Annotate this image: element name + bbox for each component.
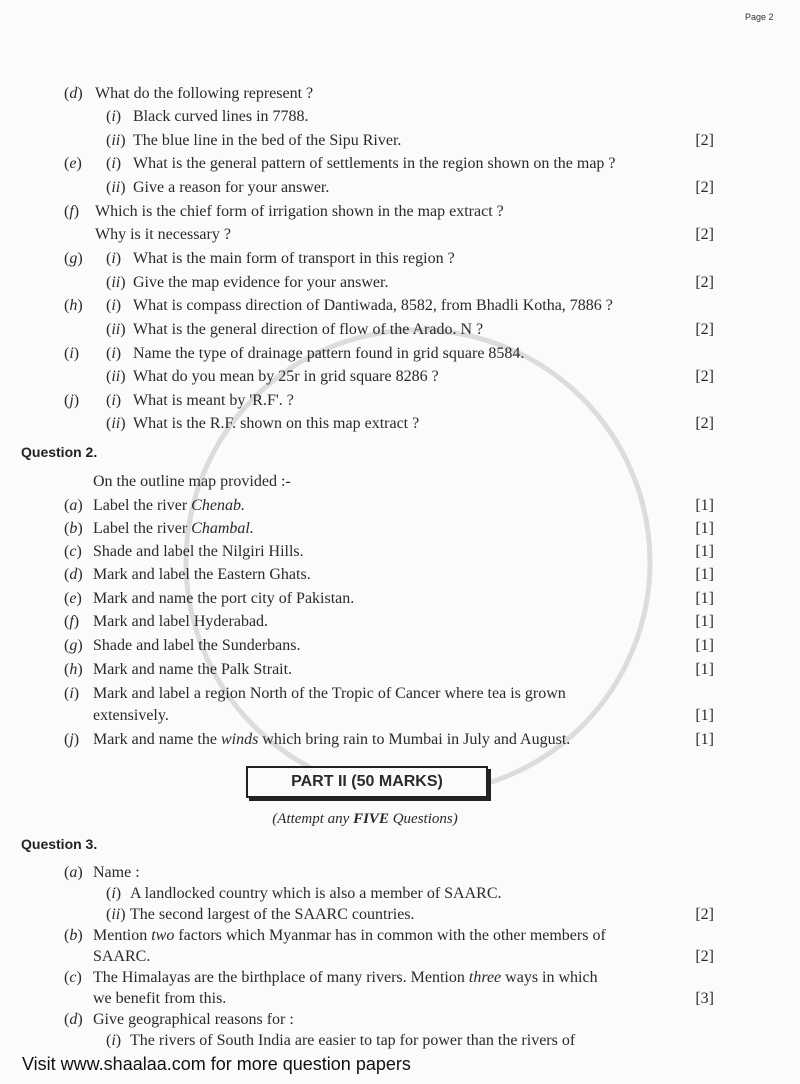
text-segment: Black curved lines in 7788. xyxy=(133,108,309,125)
marks: [2] xyxy=(695,179,714,196)
marks: [3] xyxy=(695,990,714,1007)
attempt-note: (Attempt any FIVE Questions) xyxy=(272,811,458,827)
text-segment: What is the general direction of flow of the Arado. N ? xyxy=(133,321,484,338)
item-label: ( h ) xyxy=(64,296,83,316)
sub-item-label: ( ii ) xyxy=(106,178,126,198)
item-label: ( i ) xyxy=(64,344,79,364)
question-line xyxy=(0,391,800,411)
part-2-heading: PART II (50 MARKS) xyxy=(246,766,488,798)
footer-link[interactable]: Visit www.shaalaa.com for more question papers xyxy=(22,1054,411,1074)
item-label: ( c ) xyxy=(64,542,82,562)
question-text xyxy=(133,367,439,387)
question-line xyxy=(0,202,800,222)
marks: [2] xyxy=(695,321,714,338)
text-segment: factors which Myanmar has in common with the other members of xyxy=(174,927,606,944)
question-line xyxy=(0,1010,800,1030)
item-label: ( f ) xyxy=(64,202,79,222)
text-segment: Shade and label the Nilgiri Hills. xyxy=(93,543,304,560)
text-segment: Label the river xyxy=(93,497,192,514)
text-segment: A landlocked country which is also a member of SAARC. xyxy=(130,885,502,902)
text-segment: extensively. xyxy=(93,707,169,724)
item-label: ( j ) xyxy=(64,730,79,750)
text-segment: Mark and name the Palk Strait. xyxy=(93,661,293,678)
question-text xyxy=(133,131,401,151)
question-text xyxy=(133,414,419,434)
question-line xyxy=(0,84,800,104)
item-label: ( g ) xyxy=(64,636,83,656)
item-label: ( b ) xyxy=(64,926,83,946)
text-segment: which bring rain to Mumbai in July and August. xyxy=(258,731,571,748)
marks: [1] xyxy=(695,637,714,654)
sub-item-label: ( ii ) xyxy=(106,273,126,293)
text-segment: What is meant by 'R.F'. ? xyxy=(133,392,294,409)
text-segment: The Himalayas are the birthplace of many rivers. Mention xyxy=(93,969,469,986)
question-line xyxy=(0,472,800,492)
question-text xyxy=(93,519,254,539)
question-line xyxy=(0,565,800,585)
text-segment: What is the general pattern of settlements in the region shown on the map ? xyxy=(133,155,616,172)
question-line xyxy=(0,636,800,656)
question-text xyxy=(95,84,313,104)
text-segment: What is compass direction of Dantiwada, 8582, from Bhadli Kotha, 7886 ? xyxy=(133,297,613,314)
marks: [1] xyxy=(695,543,714,560)
question-text xyxy=(133,249,455,269)
question-line xyxy=(0,1031,800,1051)
item-label: ( i ) xyxy=(64,684,79,704)
marks: [1] xyxy=(695,661,714,678)
sub-item-label: ( i ) xyxy=(106,344,121,364)
item-label: ( j ) xyxy=(64,391,79,411)
emphasis-text: three xyxy=(468,969,502,986)
sub-item-label: ( i ) xyxy=(106,391,121,411)
marks: [2] xyxy=(695,226,714,243)
question-line xyxy=(0,660,800,680)
text-segment: Label the river xyxy=(93,520,192,537)
sub-item-label: ( ii ) xyxy=(106,905,126,925)
text-segment: The rivers of South India are easier to tap for power than the rivers of xyxy=(130,1032,576,1049)
question-text xyxy=(93,472,291,492)
emphasis-text: Chambal. xyxy=(191,520,254,537)
sub-item-label: ( i ) xyxy=(106,884,121,904)
text-segment: ways in which xyxy=(501,969,598,986)
question-text xyxy=(93,863,140,883)
item-label: ( e ) xyxy=(64,589,82,609)
text-segment: The blue line in the bed of the Sipu River. xyxy=(133,132,402,149)
sub-item-label: ( i ) xyxy=(106,249,121,269)
question-text xyxy=(93,684,566,704)
question-text xyxy=(93,542,304,562)
marks: [1] xyxy=(695,497,714,514)
question-3-title: Question 3. xyxy=(21,836,98,852)
sub-item-label: ( ii ) xyxy=(106,320,126,340)
item-label: ( a ) xyxy=(64,863,83,883)
question-line xyxy=(0,107,800,127)
text-segment: What do you mean by 25r in grid square 8286 ? xyxy=(133,368,439,385)
question-text xyxy=(130,884,502,904)
question-text xyxy=(133,296,613,316)
text-segment: Shade and label the Sunderbans. xyxy=(93,637,301,654)
text-segment: Why is it necessary ? xyxy=(95,226,231,243)
text-segment: we benefit from this. xyxy=(93,990,227,1007)
emphasis-text: two xyxy=(151,927,175,944)
text-segment: The second largest of the SAARC countries. xyxy=(130,906,415,923)
text-segment: Name the type of drainage pattern found in grid square 8584. xyxy=(133,345,525,362)
question-text xyxy=(95,225,231,245)
question-line xyxy=(0,684,800,704)
question-line xyxy=(0,154,800,174)
question-text xyxy=(93,1010,294,1030)
text-segment: What is the main form of transport in this region ? xyxy=(133,250,455,267)
question-text xyxy=(133,391,294,411)
text-segment: SAARC. xyxy=(93,948,151,965)
question-line xyxy=(0,968,800,988)
marks: [2] xyxy=(695,132,714,149)
page-number: Page 2 xyxy=(745,12,774,22)
text-segment: Mark and label the Eastern Ghats. xyxy=(93,566,311,583)
question-line xyxy=(0,414,800,434)
question-2-title: Question 2. xyxy=(21,444,98,460)
text-segment: Give geographical reasons for : xyxy=(93,1011,294,1028)
question-text xyxy=(93,660,292,680)
text-segment: Mark and label a region North of the Tropic of Cancer where tea is grown xyxy=(93,685,566,702)
question-text xyxy=(93,989,226,1009)
sub-item-label: ( i ) xyxy=(106,296,121,316)
item-label: ( h ) xyxy=(64,660,83,680)
question-line xyxy=(0,367,800,387)
emphasis-text: Chenab. xyxy=(191,497,245,514)
marks: [1] xyxy=(695,590,714,607)
question-text xyxy=(93,565,311,585)
question-line xyxy=(0,706,800,726)
item-label: ( f ) xyxy=(64,612,79,632)
item-label: ( e ) xyxy=(64,154,82,174)
marks: [2] xyxy=(695,368,714,385)
question-text xyxy=(133,344,524,364)
marks: [1] xyxy=(695,566,714,583)
question-text xyxy=(93,730,570,750)
question-line xyxy=(0,178,800,198)
sub-item-label: ( i ) xyxy=(106,107,121,127)
text-segment: Which is the chief form of irrigation shown in the map extract ? xyxy=(95,203,504,220)
question-text xyxy=(130,905,415,925)
question-text xyxy=(133,107,309,127)
item-label: ( c ) xyxy=(64,968,82,988)
text-segment: Mark and name the xyxy=(93,731,221,748)
marks: [1] xyxy=(695,707,714,724)
question-text xyxy=(93,636,301,656)
text-segment: Give a reason for your answer. xyxy=(133,179,330,196)
question-text xyxy=(133,273,388,293)
text-segment: Mark and label Hyderabad. xyxy=(93,613,269,630)
marks: [2] xyxy=(695,415,714,432)
question-line xyxy=(0,884,800,904)
question-line xyxy=(0,519,800,539)
text-segment: Give the map evidence for your answer. xyxy=(133,274,389,291)
text-segment: Mark and name the port city of Pakistan. xyxy=(93,590,355,607)
question-line xyxy=(0,344,800,364)
question-text xyxy=(93,612,268,632)
sub-item-label: ( ii ) xyxy=(106,367,126,387)
sub-item-label: ( i ) xyxy=(106,1031,121,1051)
marks: [1] xyxy=(695,613,714,630)
question-text xyxy=(133,178,329,198)
question-line xyxy=(0,989,800,1009)
text-segment: On the outline map provided :- xyxy=(93,473,291,490)
question-line xyxy=(0,296,800,316)
question-line xyxy=(0,225,800,245)
question-line xyxy=(0,542,800,562)
question-text xyxy=(133,320,483,340)
item-label: ( b ) xyxy=(64,519,83,539)
question-line xyxy=(0,926,800,946)
question-text xyxy=(93,968,598,988)
item-label: ( d ) xyxy=(64,84,83,104)
question-text xyxy=(93,706,169,726)
question-line xyxy=(0,863,800,883)
sub-item-label: ( i ) xyxy=(106,154,121,174)
question-line xyxy=(0,730,800,750)
question-text xyxy=(133,154,616,174)
sub-item-label: ( ii ) xyxy=(106,131,126,151)
question-line xyxy=(0,496,800,516)
question-line xyxy=(0,612,800,632)
marks: [2] xyxy=(695,274,714,291)
marks: [1] xyxy=(695,520,714,537)
text-segment: What is the R.F. shown on this map extract ? xyxy=(133,415,420,432)
item-label: ( d ) xyxy=(64,1010,83,1030)
item-label: ( a ) xyxy=(64,496,83,516)
marks: [1] xyxy=(695,731,714,748)
question-line xyxy=(0,131,800,151)
question-text xyxy=(93,496,245,516)
question-line xyxy=(0,589,800,609)
marks: [2] xyxy=(695,948,714,965)
emphasis-text: winds xyxy=(220,731,259,748)
question-line xyxy=(0,273,800,293)
question-line xyxy=(0,905,800,925)
item-label: ( g ) xyxy=(64,249,83,269)
marks: [2] xyxy=(695,906,714,923)
question-line xyxy=(0,947,800,967)
item-label: ( d ) xyxy=(64,565,83,585)
text-segment: What do the following represent ? xyxy=(95,85,314,102)
question-text xyxy=(93,947,150,967)
question-line xyxy=(0,249,800,269)
text-segment: Name : xyxy=(93,864,140,881)
question-line xyxy=(0,320,800,340)
question-text xyxy=(93,589,354,609)
question-text xyxy=(130,1031,575,1051)
question-text xyxy=(95,202,504,222)
sub-item-label: ( ii ) xyxy=(106,414,126,434)
question-text xyxy=(93,926,606,946)
text-segment: Mention xyxy=(93,927,152,944)
